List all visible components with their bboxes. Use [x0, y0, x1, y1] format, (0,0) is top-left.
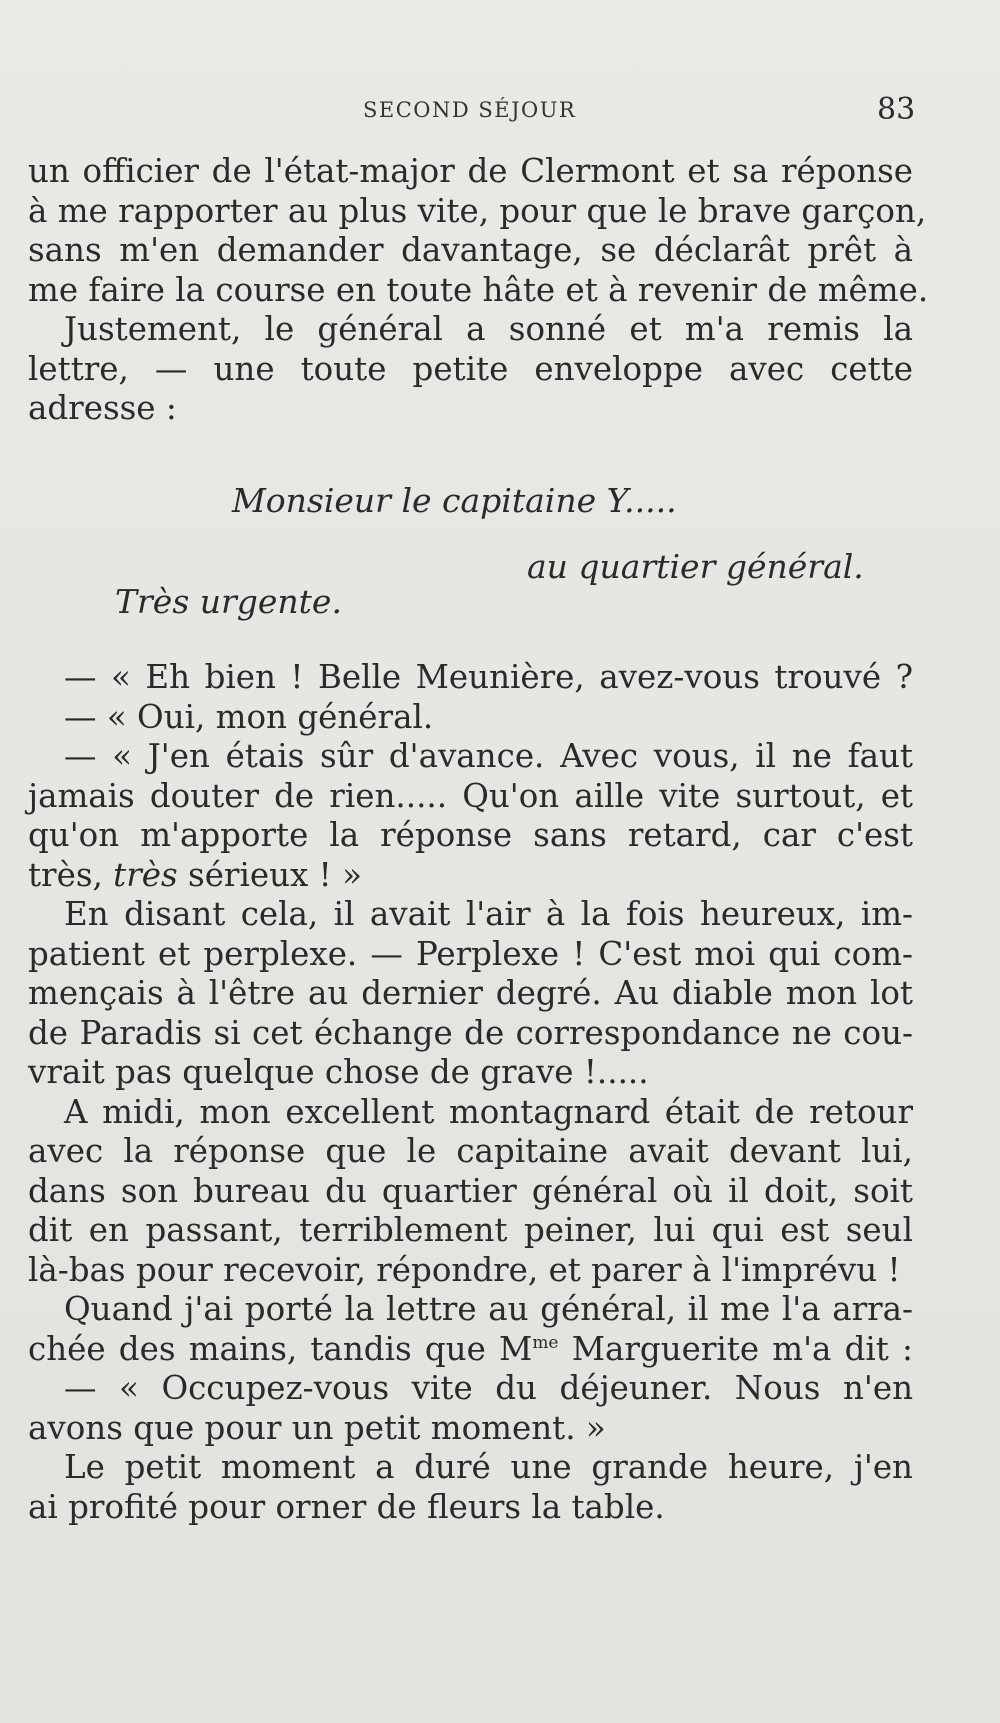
- body-text-bottom: [28, 658, 913, 1527]
- text-span: chée des mains, tandis que M: [28, 1329, 533, 1368]
- text-span: sérieux ! »: [177, 855, 362, 894]
- text-line: Justement, le général a sonné et m'a remis la: [64, 310, 913, 348]
- text-line: En disant cela, il avait l'air à la fois heureux, im-: [64, 895, 913, 933]
- text-line: mençais à l'être au dernier degré. Au diable mon lot: [28, 974, 913, 1012]
- superscript: me: [532, 1332, 559, 1353]
- dialogue-line: — « J'en étais sûr d'avance. Avec vous, il ne faut: [64, 737, 913, 775]
- address-location: au quartier général.: [527, 547, 864, 586]
- text-line: adresse :: [28, 389, 177, 427]
- text-line: de Paradis si cet échange de correspondance ne cou-: [28, 1013, 913, 1052]
- italic-emphasis: très: [113, 855, 178, 894]
- page-number: 83: [877, 92, 916, 127]
- text-line: un officier de l'état-major de Clermont et sa réponse: [28, 152, 913, 190]
- text-line: sans m'en demander davantage, se déclarât prêt à: [28, 231, 913, 269]
- address-urgency: Très urgente.: [115, 582, 342, 621]
- text-line: ai profité pour orner de fleurs la table.: [28, 1487, 665, 1526]
- text-line: dit en passant, terriblement peiner, lui qui est seul: [28, 1211, 913, 1249]
- text-line: Le petit moment a duré une grande heure, j'en: [64, 1448, 913, 1486]
- text-line: avec la réponse que le capitaine avait devant lui,: [28, 1132, 913, 1170]
- text-line: dans son bureau du quartier général où il doit, soit: [28, 1171, 913, 1210]
- address-recipient: Monsieur le capitaine Y.....: [232, 481, 677, 520]
- running-head: SECOND SÉJOUR: [363, 98, 577, 122]
- text-line: Quand j'ai porté la lettre au général, il me l'a arra-: [64, 1290, 913, 1328]
- text-line: A midi, mon excellent montagnard était de retour: [64, 1092, 913, 1131]
- body-text-top: [28, 152, 929, 429]
- dialogue-line: jamais douter de rien..... Qu'on aille vite surtout, et: [28, 776, 913, 815]
- dialogue-line: avons que pour un petit moment. »: [28, 1408, 606, 1447]
- dialogue-line: — « Oui, mon général.: [64, 697, 434, 736]
- text-line: me faire la course en toute hâte et à revenir de même.: [28, 270, 929, 309]
- dialogue-line: — « Eh bien ! Belle Meunière, avez-vous trouvé ?: [64, 658, 913, 696]
- text-line: patient et perplexe. — Perplexe ! C'est moi qui com-: [28, 934, 913, 973]
- text-line: [28, 1330, 913, 1370]
- text-span: Marguerite m'a dit :: [558, 1329, 913, 1368]
- text-line: là-bas pour recevoir, répondre, et parer à l'imprévu !: [28, 1250, 901, 1289]
- dialogue-line: [28, 856, 913, 896]
- dialogue-line: qu'on m'apporte la réponse sans retard, car c'est: [28, 816, 913, 854]
- dialogue-line: — « Occupez-vous vite du déjeuner. Nous n'en: [64, 1369, 913, 1407]
- text-line: à me rapporter au plus vite, pour que le brave garçon,: [28, 191, 927, 230]
- text-span: très,: [28, 855, 114, 894]
- text-line: vrait pas quelque chose de grave !.....: [28, 1053, 649, 1091]
- text-line: lettre, — une toute petite enveloppe avec cette: [28, 349, 913, 388]
